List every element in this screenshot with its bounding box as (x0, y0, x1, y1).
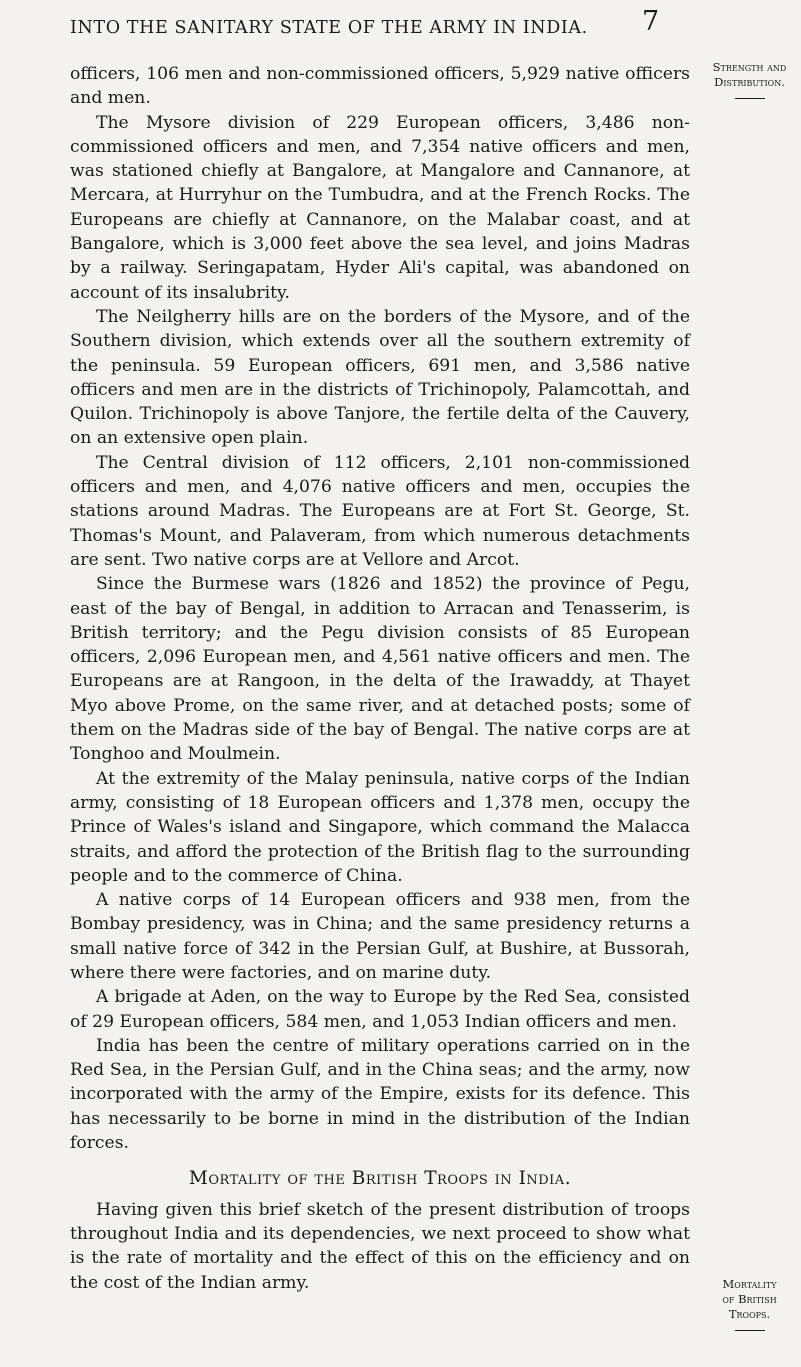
margin-note-line: Strength and (712, 60, 787, 74)
paragraph-mortality: Having given this brief sketch of the present distribution of troops throughout India and its dependencies, we next proceed to show what is the rate of mortality and the effect of this on the efficiency and on the cost of the Indian army. (70, 1199, 690, 1293)
running-head: INTO THE SANITARY STATE OF THE ARMY IN INDIA. (70, 18, 588, 38)
margin-note-line: Distribution. (714, 75, 785, 89)
paragraph-india-centre: India has been the centre of military operations carried on in the Red Sea, in the Persian Gulf, and in the China seas; and the army, now incorporated with the army of the Empire, exists for its defence. This has necessarily to be borne in mind in the distribution of the Indian forces. (70, 1035, 690, 1154)
page-number: 7 (642, 6, 660, 37)
paragraph-southern-division: The Neilgherry hills are on the borders of the Mysore, and of the Southern division, which extends over all the southern extremity of the peninsula. 59 European officers, 691 men, and 3,586 native officers and men are in the districts of Trichinopoly, Palamcottah, and Quilon. Trichinopoly is above Tanjore, the fertile delta of the Cauvery, on an extensive open plain. (70, 306, 690, 449)
paragraph-malay-peninsula: At the extremity of the Malay peninsula, native corps of the Indian army, consisting of 18 European officers and 1,378 men, occupy the Prince of Wales's island and Singapore, which command the Malacca straits, and afford the protection of the British flag to the surrounding people and to the commerce of China. (70, 768, 690, 886)
paragraph-pegu-division: Since the Burmese wars (1826 and 1852) the province of Pegu, east of the bay of Bengal, in addition to Arracan and Tenasserim, is British territory; and the Pegu division consists of 85 European officers, 2,096 European men, and 4,561 native officers and men. The Europeans are at Rangoon, in the delta of the Irawaddy, at Thayet Myo above Prome, on the same river, and at detached posts; some of them on the Madras side of the bay of Bengal. The native corps are at Tonghoo and Moulmein. (70, 574, 690, 765)
paragraph-mysore-division: The Mysore division of 229 European officers, 3,486 non-commissioned officers and men, and 7,354 native officers and men, was stationed chiefly at Bangalore, at Mangalore and Cannanore, at Mercara, at Hurryhur on the Tumbudra, and at the French Rocks. The Europeans are chiefly at Cannanore, on the Malabar coast, and at Bangalore, which is 3,000 feet above the sea level, and joins Madras by a railway. Seringapatam, Hyder Ali's capital, was abandoned on account of its insalubrity. (70, 112, 690, 303)
body-text (70, 62, 690, 1295)
paragraph-bombay-corps: A native corps of 14 European officers and 938 men, from the Bombay presidency, was in China; and the same presidency returns a small native force of 342 in the Persian Gulf, at Bushire, at Bussorah, where there were factories, and on marine duty. (70, 890, 690, 983)
margin-note-line: of British (722, 1292, 777, 1306)
margin-note-line: Troops. (728, 1307, 771, 1321)
section-heading: Mortality of the British Troops in India. (188, 1168, 572, 1190)
margin-note-mortality (700, 1277, 799, 1331)
margin-note-strength-distribution (700, 60, 799, 99)
margin-note-rule (735, 1330, 765, 1331)
margin-note-rule (735, 98, 765, 99)
paragraph-aden-brigade: A brigade at Aden, on the way to Europe by the Red Sea, consisted of 29 European officers, 584 men, and 1,053 Indian officers and men. (70, 987, 690, 1032)
margin-note-line: Mortality (722, 1277, 777, 1291)
paragraph-continued: officers, 106 men and non-commissioned officers, 5,929 native officers and men. (70, 64, 690, 109)
paragraph-central-division: The Central division of 112 officers, 2,101 non-commissioned officers and men, and 4,076 native officers and men, occupies the stations around Madras. The Europeans are at Fort St. George, St. Thomas's Mount, and Palaveram, from which numerous detachments are sent. Two native corps are at Vellore and Arcot. (70, 452, 690, 570)
